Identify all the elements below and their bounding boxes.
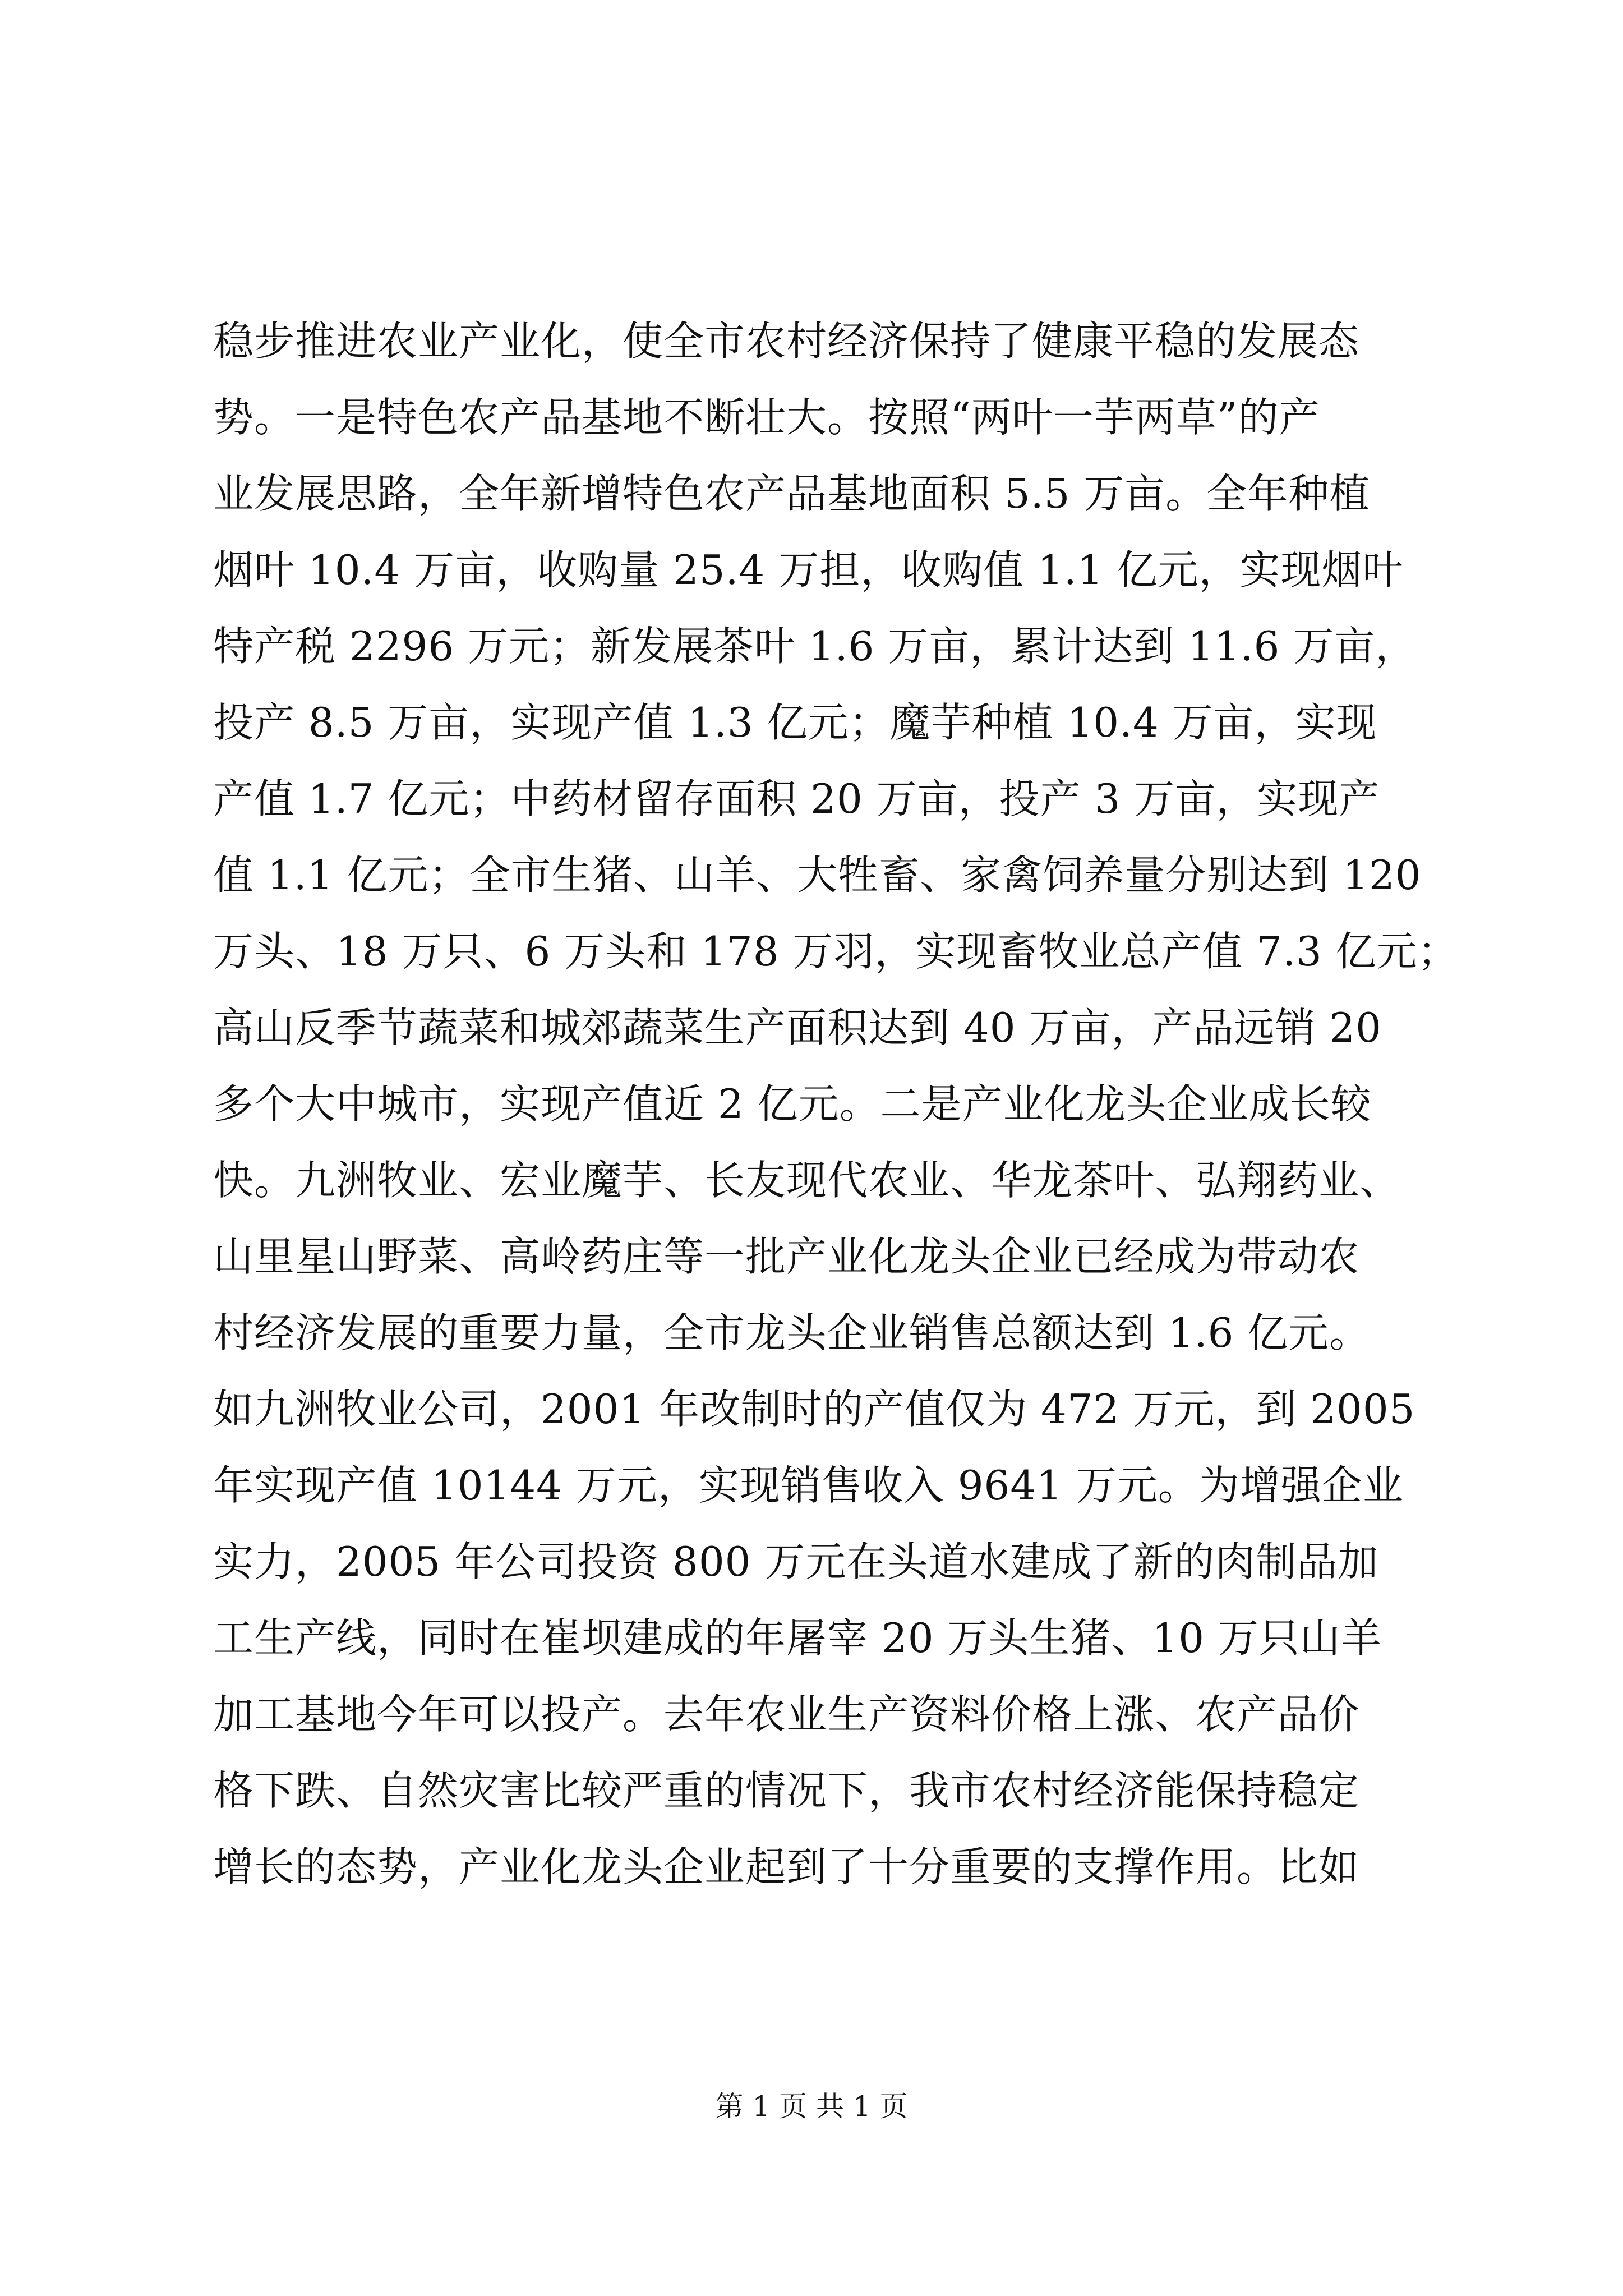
text-line: 增长的态势，产业化龙头企业起到了十分重要的支撑作用。比如 [213, 1843, 1360, 1890]
text-line: 多个大中城市，实现产值近 2 亿元。二是产业化龙头企业成长较 [213, 1080, 1372, 1128]
text-line: 势。一是特色农产品基地不断壮大。按照“两叶一芋两草”的产 [213, 394, 1320, 441]
text-line: 快。九洲牧业、宏业魔芋、长友现代农业、华龙茶叶、弘翔药业、 [213, 1157, 1401, 1204]
text-line: 工生产线，同时在崔坝建成的年屠宰 20 万头生猪、10 万只山羊 [213, 1614, 1382, 1662]
text-line: 业发展思路，全年新增特色农产品基地面积 5.5 万亩。全年种植 [213, 470, 1371, 517]
page-footer [0, 2087, 1623, 2126]
text-line: 产值 1.7 亿元；中药材留存面积 20 万亩，投产 3 万亩，实现产 [213, 775, 1380, 822]
text-line: 实力，2005 年公司投资 800 万元在头道水建成了新的肉制品加 [213, 1538, 1379, 1585]
text-line: 如九洲牧业公司，2001 年改制时的产值仅为 472 万元，到 2005 [213, 1386, 1415, 1433]
text-line: 山里星山野菜、高岭药庄等一批产业化龙头企业已经成为带动农 [213, 1233, 1360, 1280]
text-line: 高山反季节蔬菜和城郊蔬菜生产面积达到 40 万亩，产品远销 20 [213, 1004, 1382, 1051]
body-text [213, 303, 1459, 1905]
text-line: 特产税 2296 万元；新发展茶叶 1.6 万亩，累计达到 11.6 万亩， [213, 623, 1417, 670]
text-line: 投产 8.5 万亩，实现产值 1.3 亿元；魔芋种植 10.4 万亩，实现 [213, 699, 1377, 746]
text-line: 格下跌、自然灾害比较严重的情况下，我市农村经济能保持稳定 [213, 1767, 1360, 1814]
text-line: 加工基地今年可以投产。去年农业生产资料价格上涨、农产品价 [213, 1691, 1360, 1738]
text-line: 值 1.1 亿元；全市生猪、山羊、大牲畜、家禽饲养量分别达到 120 [213, 852, 1422, 899]
page-number: 第 1 页 共 1 页 [715, 2090, 908, 2123]
text-line: 烟叶 10.4 万亩，收购量 25.4 万担，收购值 1.1 亿元，实现烟叶 [213, 546, 1404, 593]
text-line: 年实现产值 10144 万元，实现销售收入 9641 万元。为增强企业 [213, 1462, 1404, 1509]
text-line: 万头、18 万只、6 万头和 178 万羽，实现畜牧业总产值 7.3 亿元； [213, 928, 1459, 975]
text-line: 稳步推进农业产业化，使全市农村经济保持了健康平稳的发展态 [213, 318, 1360, 365]
text-line: 村经济发展的重要力量，全市龙头企业销售总额达到 1.6 亿元。 [213, 1309, 1371, 1356]
